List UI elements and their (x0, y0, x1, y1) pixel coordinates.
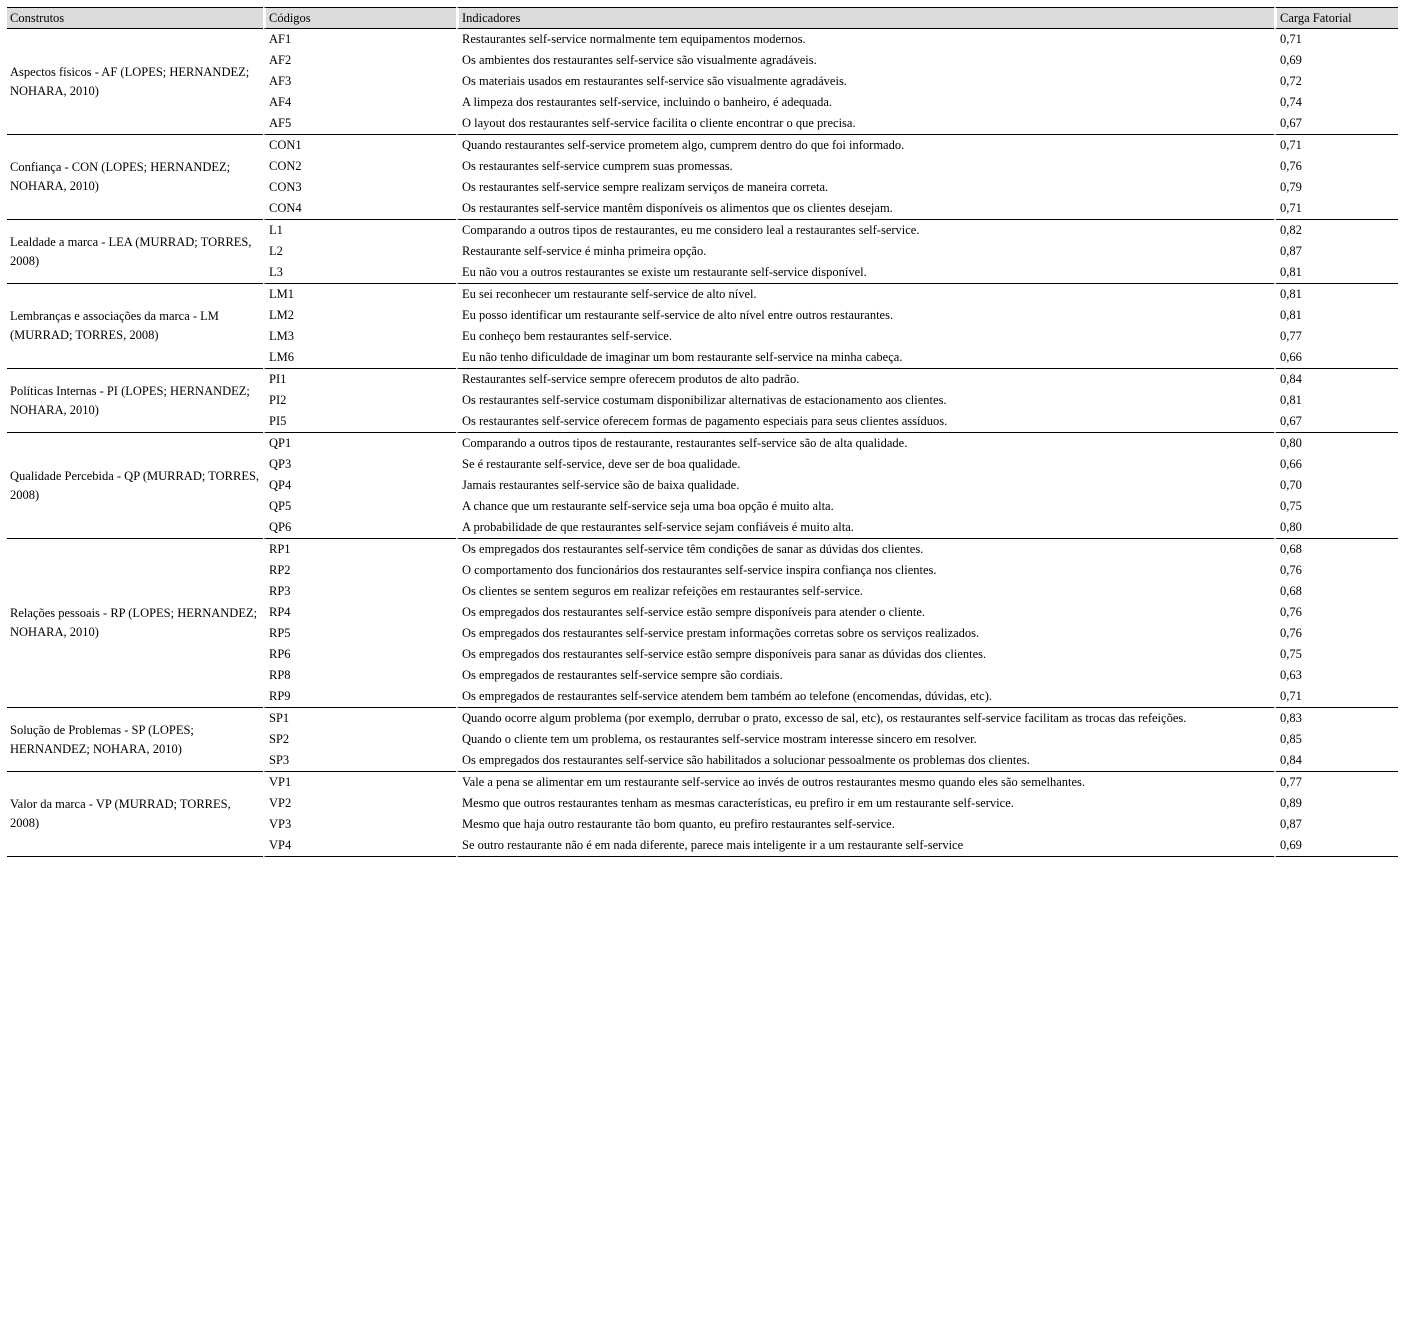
indicator-cell: Comparando a outros tipos de restaurante, restaurantes self-service são de alta qualidade. (456, 433, 1274, 454)
code-cell: LM1 (263, 284, 456, 305)
code-cell: RP6 (263, 644, 456, 665)
indicator-cell: O layout dos restaurantes self-service facilita o cliente encontrar o que precisa. (456, 113, 1274, 135)
code-cell: QP1 (263, 433, 456, 454)
header-row (7, 7, 1398, 29)
factor-load-cell: 0,76 (1274, 602, 1398, 623)
code-cell: QP4 (263, 475, 456, 496)
indicator-cell: Os materiais usados em restaurantes self-service são visualmente agradáveis. (456, 71, 1274, 92)
code-cell: PI2 (263, 390, 456, 411)
indicator-cell: Os empregados dos restaurantes self-service prestam informações corretas sobre os serviços realizados. (456, 623, 1274, 644)
factor-load-cell: 0,83 (1274, 708, 1398, 729)
indicator-cell: O comportamento dos funcionários dos restaurantes self-service inspira confiança nos clientes. (456, 560, 1274, 581)
factor-load-cell: 0,71 (1274, 686, 1398, 708)
factor-load-cell: 0,66 (1274, 454, 1398, 475)
header-construtos: Construtos (7, 7, 263, 29)
table-row (7, 539, 1398, 560)
code-cell: RP1 (263, 539, 456, 560)
factor-load-cell: 0,63 (1274, 665, 1398, 686)
indicator-cell: Eu posso identificar um restaurante self-service de alto nível entre outros restaurantes. (456, 305, 1274, 326)
construct-cell: Solução de Problemas - SP (LOPES; HERNANDEZ; NOHARA, 2010) (7, 708, 263, 772)
code-cell: L1 (263, 220, 456, 241)
factor-load-cell: 0,85 (1274, 729, 1398, 750)
code-cell: SP1 (263, 708, 456, 729)
indicator-cell: Os restaurantes self-service costumam disponibilizar alternativas de estacionamento aos clientes. (456, 390, 1274, 411)
indicator-cell: Eu conheço bem restaurantes self-service. (456, 326, 1274, 347)
indicator-cell: Os empregados de restaurantes self-service sempre são cordiais. (456, 665, 1274, 686)
indicator-cell: Comparando a outros tipos de restaurantes, eu me considero leal a restaurantes self-service. (456, 220, 1274, 241)
factor-load-cell: 0,75 (1274, 496, 1398, 517)
indicator-cell: Os restaurantes self-service mantêm disponíveis os alimentos que os clientes desejam. (456, 198, 1274, 220)
code-cell: SP3 (263, 750, 456, 772)
construct-cell: Valor da marca - VP (MURRAD; TORRES, 2008) (7, 772, 263, 857)
table-row (7, 220, 1398, 241)
factor-load-cell: 0,71 (1274, 198, 1398, 220)
code-cell: LM3 (263, 326, 456, 347)
code-cell: PI1 (263, 369, 456, 390)
factor-load-cell: 0,81 (1274, 262, 1398, 284)
indicator-cell: Restaurantes self-service sempre oferecem produtos de alto padrão. (456, 369, 1274, 390)
code-cell: AF1 (263, 29, 456, 50)
indicator-cell: Os restaurantes self-service oferecem formas de pagamento especiais para seus clientes assíduos. (456, 411, 1274, 433)
indicator-cell: Quando restaurantes self-service prometem algo, cumprem dentro do que foi informado. (456, 135, 1274, 156)
construct-cell: Políticas Internas - PI (LOPES; HERNANDEZ; NOHARA, 2010) (7, 369, 263, 433)
construct-cell: Relações pessoais - RP (LOPES; HERNANDEZ; NOHARA, 2010) (7, 539, 263, 708)
table-row (7, 29, 1398, 50)
indicator-cell: Os empregados dos restaurantes self-service têm condições de sanar as dúvidas dos clientes. (456, 539, 1274, 560)
indicator-cell: Quando o cliente tem um problema, os restaurantes self-service mostram interesse sincero em resolver. (456, 729, 1274, 750)
header-codigos: Códigos (263, 7, 456, 29)
factor-load-cell: 0,75 (1274, 644, 1398, 665)
factor-load-cell: 0,80 (1274, 517, 1398, 539)
table-row (7, 135, 1398, 156)
indicator-cell: Os restaurantes self-service sempre realizam serviços de maneira correta. (456, 177, 1274, 198)
construct-cell: Aspectos físicos - AF (LOPES; HERNANDEZ; NOHARA, 2010) (7, 29, 263, 135)
indicator-cell: A chance que um restaurante self-service seja uma boa opção é muito alta. (456, 496, 1274, 517)
code-cell: AF2 (263, 50, 456, 71)
factor-load-cell: 0,87 (1274, 814, 1398, 835)
code-cell: QP3 (263, 454, 456, 475)
code-cell: LM2 (263, 305, 456, 326)
factor-load-cell: 0,80 (1274, 433, 1398, 454)
code-cell: L3 (263, 262, 456, 284)
construct-cell: Lealdade a marca - LEA (MURRAD; TORRES, 2008) (7, 220, 263, 284)
factor-load-cell: 0,68 (1274, 539, 1398, 560)
indicator-cell: Restaurantes self-service normalmente tem equipamentos modernos. (456, 29, 1274, 50)
indicator-cell: Os empregados dos restaurantes self-service são habilitados a solucionar pessoalmente os problemas dos clientes. (456, 750, 1274, 772)
code-cell: AF4 (263, 92, 456, 113)
table-body (7, 29, 1398, 857)
factor-load-cell: 0,87 (1274, 241, 1398, 262)
factor-load-cell: 0,67 (1274, 411, 1398, 433)
indicator-cell: Mesmo que outros restaurantes tenham as mesmas características, eu prefiro ir em um restaurante self-service. (456, 793, 1274, 814)
factor-load-cell: 0,84 (1274, 369, 1398, 390)
construct-cell: Lembranças e associações da marca - LM (MURRAD; TORRES, 2008) (7, 284, 263, 369)
factor-load-cell: 0,81 (1274, 284, 1398, 305)
factor-load-cell: 0,76 (1274, 623, 1398, 644)
indicator-cell: Os restaurantes self-service cumprem suas promessas. (456, 156, 1274, 177)
indicator-cell: Os empregados dos restaurantes self-service estão sempre disponíveis para atender o cliente. (456, 602, 1274, 623)
code-cell: RP5 (263, 623, 456, 644)
header-carga-fatorial: Carga Fatorial (1274, 7, 1398, 29)
indicator-cell: Mesmo que haja outro restaurante tão bom quanto, eu prefiro restaurantes self-service. (456, 814, 1274, 835)
factor-load-cell: 0,68 (1274, 581, 1398, 602)
code-cell: RP8 (263, 665, 456, 686)
factor-load-cell: 0,66 (1274, 347, 1398, 369)
factor-loadings-table (7, 7, 1398, 857)
factor-load-cell: 0,69 (1274, 50, 1398, 71)
code-cell: AF3 (263, 71, 456, 92)
code-cell: L2 (263, 241, 456, 262)
indicator-cell: Eu não tenho dificuldade de imaginar um bom restaurante self-service na minha cabeça. (456, 347, 1274, 369)
factor-load-cell: 0,79 (1274, 177, 1398, 198)
code-cell: RP2 (263, 560, 456, 581)
code-cell: LM6 (263, 347, 456, 369)
code-cell: SP2 (263, 729, 456, 750)
indicator-cell: Eu não vou a outros restaurantes se existe um restaurante self-service disponível. (456, 262, 1274, 284)
table-row (7, 708, 1398, 729)
code-cell: RP4 (263, 602, 456, 623)
code-cell: QP5 (263, 496, 456, 517)
factor-load-cell: 0,81 (1274, 305, 1398, 326)
code-cell: CON3 (263, 177, 456, 198)
indicator-cell: A limpeza dos restaurantes self-service, incluindo o banheiro, é adequada. (456, 92, 1274, 113)
code-cell: RP3 (263, 581, 456, 602)
factor-load-cell: 0,71 (1274, 135, 1398, 156)
factor-load-cell: 0,72 (1274, 71, 1398, 92)
code-cell: CON2 (263, 156, 456, 177)
factor-load-cell: 0,76 (1274, 560, 1398, 581)
factor-load-cell: 0,77 (1274, 326, 1398, 347)
code-cell: VP2 (263, 793, 456, 814)
indicator-cell: Quando ocorre algum problema (por exemplo, derrubar o prato, excesso de sal, etc), os restaurantes self-service facilitam as trocas das refeições. (456, 708, 1274, 729)
code-cell: VP4 (263, 835, 456, 857)
factor-load-cell: 0,89 (1274, 793, 1398, 814)
indicator-cell: Eu sei reconhecer um restaurante self-service de alto nível. (456, 284, 1274, 305)
indicator-cell: Os empregados dos restaurantes self-service estão sempre disponíveis para sanar as dúvidas dos clientes. (456, 644, 1274, 665)
code-cell: PI5 (263, 411, 456, 433)
factor-load-cell: 0,69 (1274, 835, 1398, 857)
indicator-cell: Os ambientes dos restaurantes self-service são visualmente agradáveis. (456, 50, 1274, 71)
header-indicadores: Indicadores (456, 7, 1274, 29)
factor-load-cell: 0,81 (1274, 390, 1398, 411)
indicator-cell: Os empregados de restaurantes self-service atendem bem também ao telefone (encomendas, dúvidas, etc). (456, 686, 1274, 708)
indicator-cell: A probabilidade de que restaurantes self-service sejam confiáveis é muito alta. (456, 517, 1274, 539)
table-row (7, 369, 1398, 390)
code-cell: VP1 (263, 772, 456, 793)
factor-load-cell: 0,84 (1274, 750, 1398, 772)
indicator-cell: Se outro restaurante não é em nada diferente, parece mais inteligente ir a um restaurante self-service (456, 835, 1274, 857)
factor-load-cell: 0,70 (1274, 475, 1398, 496)
code-cell: CON4 (263, 198, 456, 220)
indicator-cell: Os clientes se sentem seguros em realizar refeições em restaurantes self-service. (456, 581, 1274, 602)
code-cell: RP9 (263, 686, 456, 708)
factor-load-cell: 0,71 (1274, 29, 1398, 50)
indicator-cell: Se é restaurante self-service, deve ser de boa qualidade. (456, 454, 1274, 475)
table-row (7, 284, 1398, 305)
factor-load-cell: 0,74 (1274, 92, 1398, 113)
code-cell: AF5 (263, 113, 456, 135)
factor-load-cell: 0,82 (1274, 220, 1398, 241)
code-cell: VP3 (263, 814, 456, 835)
construct-cell: Qualidade Percebida - QP (MURRAD; TORRES, 2008) (7, 433, 263, 539)
indicator-cell: Vale a pena se alimentar em um restaurante self-service ao invés de outros restaurantes mesmo quando eles são semelhantes. (456, 772, 1274, 793)
factor-load-cell: 0,67 (1274, 113, 1398, 135)
factor-load-cell: 0,77 (1274, 772, 1398, 793)
table-row (7, 433, 1398, 454)
construct-cell: Confiança - CON (LOPES; HERNANDEZ; NOHARA, 2010) (7, 135, 263, 220)
table-row (7, 772, 1398, 793)
indicator-cell: Restaurante self-service é minha primeira opção. (456, 241, 1274, 262)
code-cell: QP6 (263, 517, 456, 539)
factor-load-cell: 0,76 (1274, 156, 1398, 177)
indicator-cell: Jamais restaurantes self-service são de baixa qualidade. (456, 475, 1274, 496)
code-cell: CON1 (263, 135, 456, 156)
